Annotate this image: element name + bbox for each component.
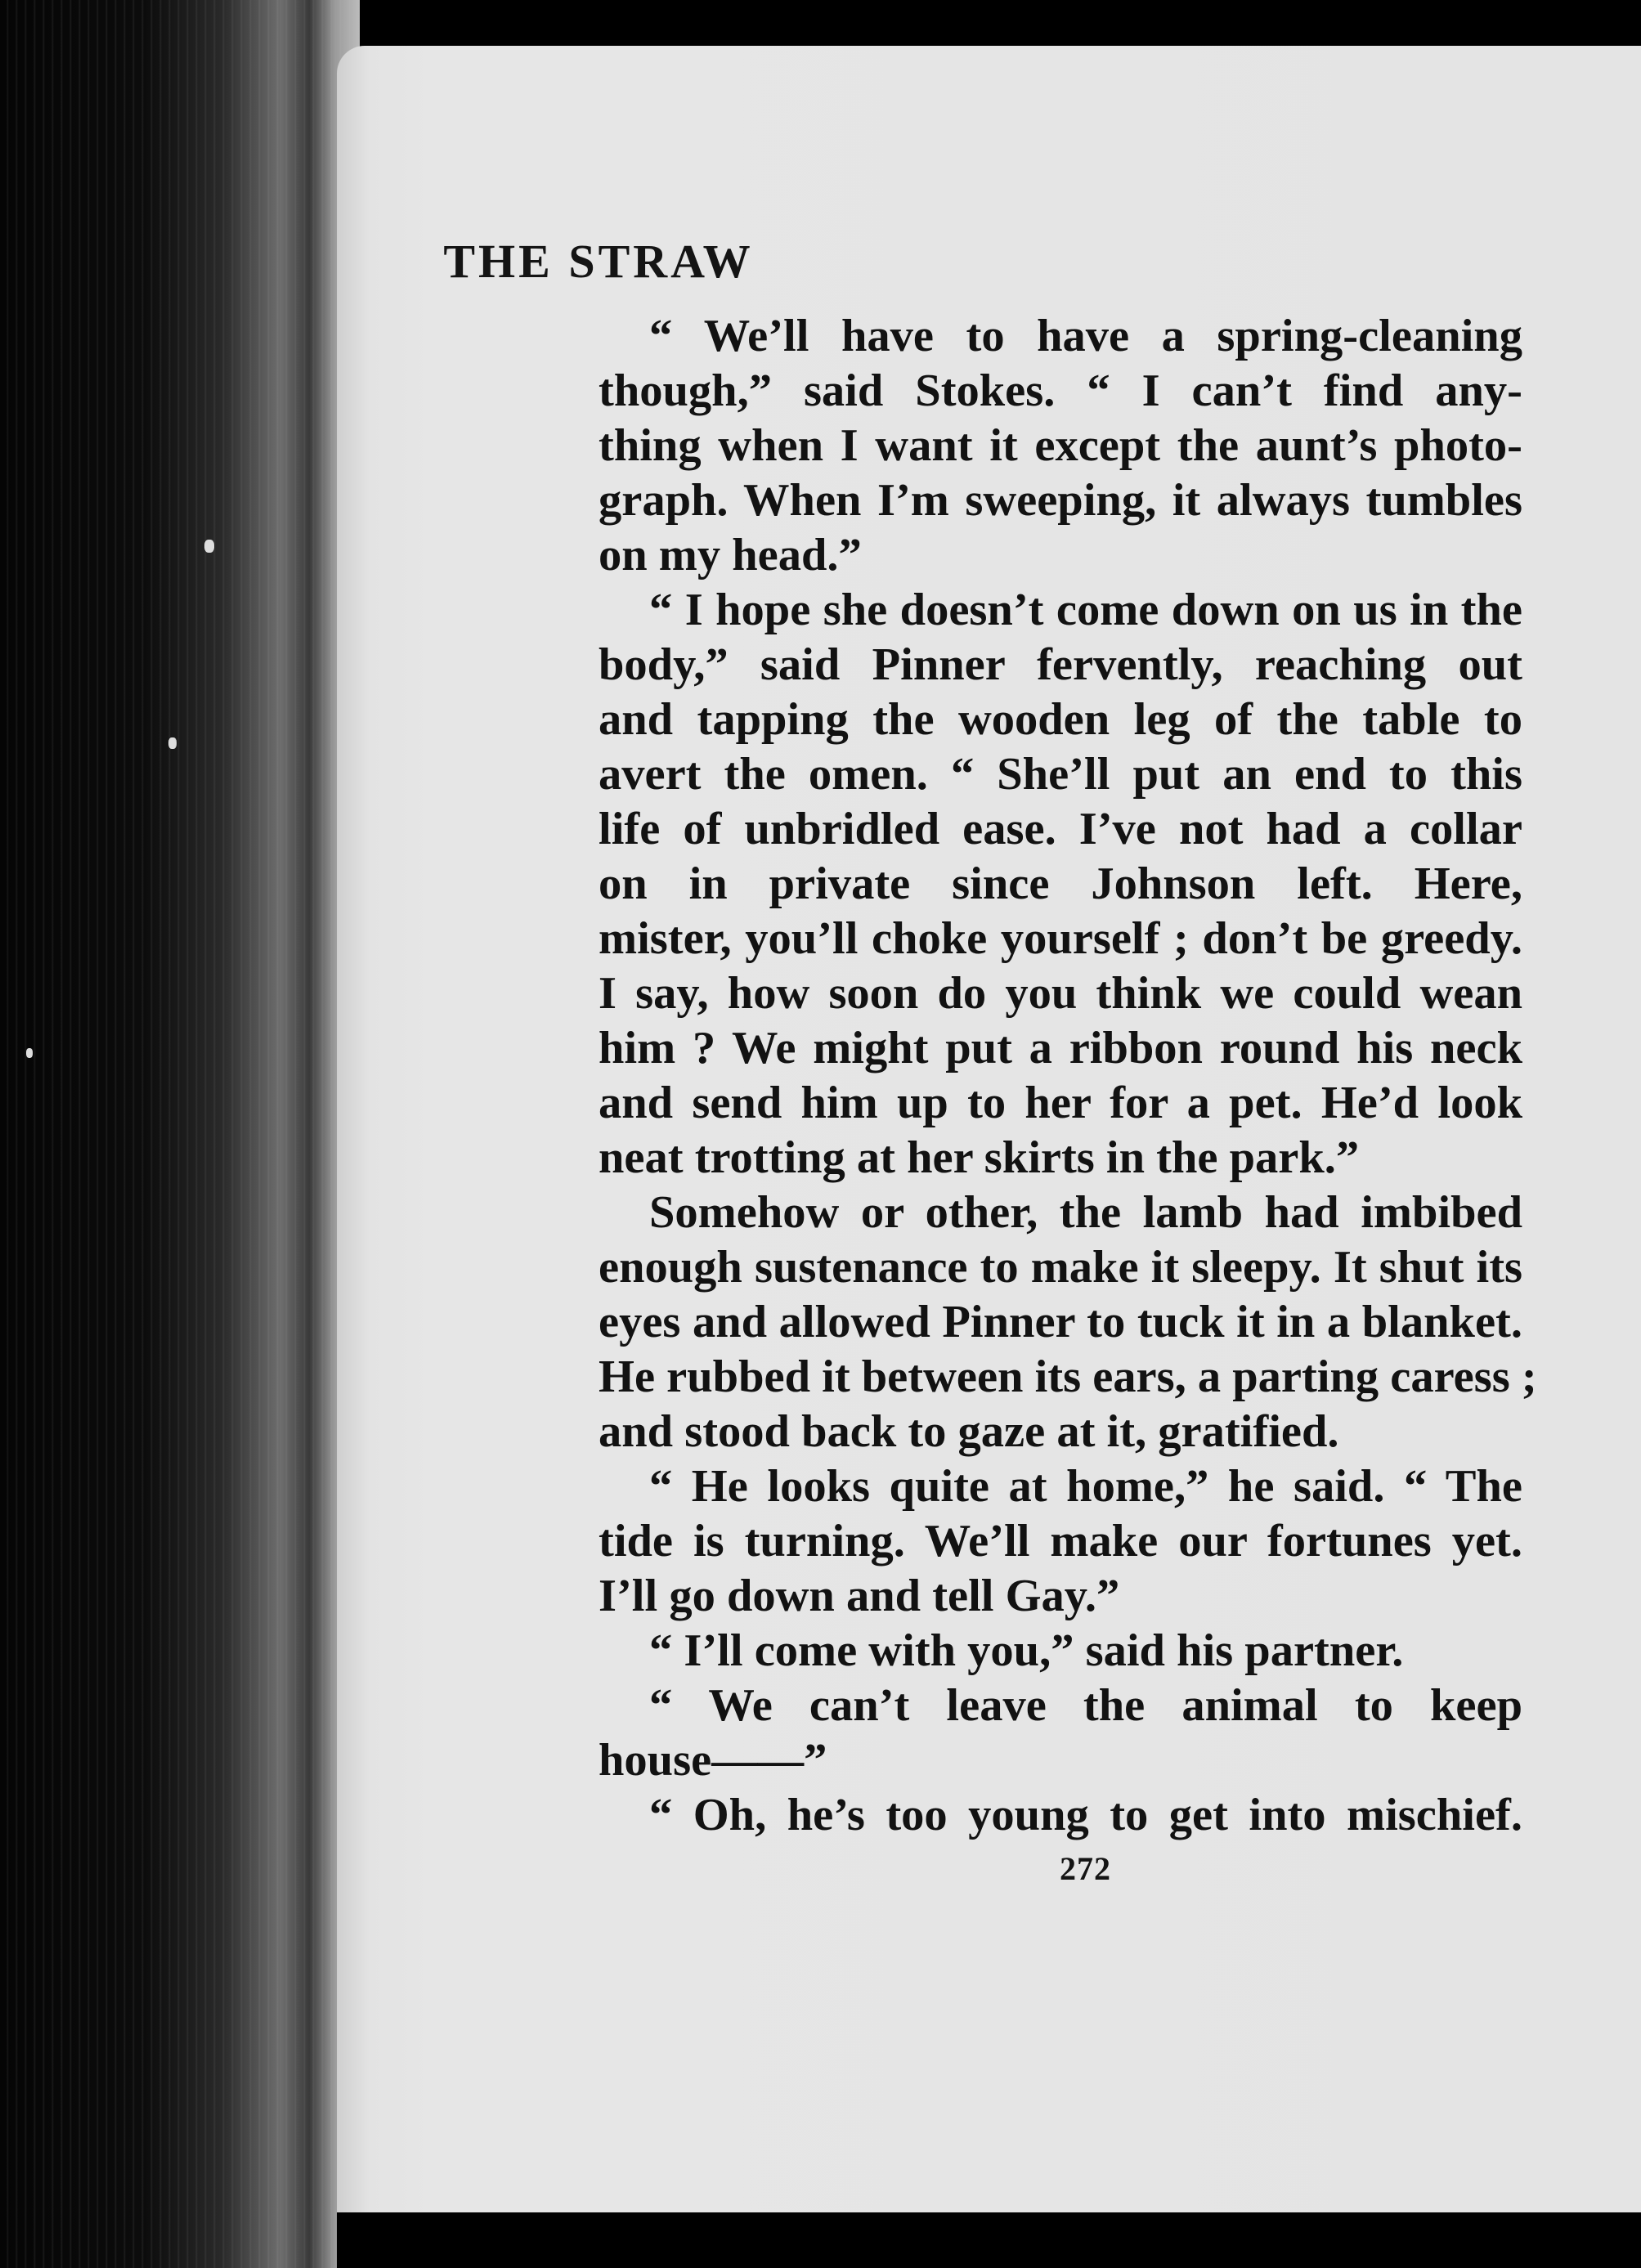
text-line: “ Oh, he’s too young to get into mischief. <box>649 1790 1522 1840</box>
text-line: graph. When I’m sweeping, it always tumbles <box>599 475 1522 526</box>
text-line: house——” <box>599 1735 827 1786</box>
bottom-shadow <box>337 2212 1641 2268</box>
text-line: neat trotting at her skirts in the park.” <box>599 1132 1360 1183</box>
text-line: though,” said Stokes. “ I can’t find any- <box>599 365 1522 416</box>
text-line: “ We can’t leave the animal to keep <box>649 1680 1522 1731</box>
text-line: mister, you’ll choke yourself ; don’t be greedy. <box>599 913 1522 964</box>
text-line: life of unbridled ease. I’ve not had a collar <box>599 804 1522 854</box>
text-line: body,” said Pinner fervently, reaching out <box>599 639 1522 690</box>
text-line: I’ll go down and tell Gay.” <box>599 1571 1120 1621</box>
page-body-text <box>599 309 1537 1843</box>
running-head: THE STRAW <box>443 235 754 288</box>
text-line: “ I hope she doesn’t come down on us in the <box>649 585 1522 635</box>
text-line: him ? We might put a ribbon round his neck <box>599 1023 1522 1073</box>
edge-speck <box>26 1048 33 1058</box>
text-line: eyes and allowed Pinner to tuck it in a blanket. <box>599 1297 1522 1347</box>
text-line: and tapping the wooden leg of the table to <box>599 694 1522 745</box>
text-line: and send him up to her for a pet. He’d look <box>599 1078 1522 1128</box>
text-line: Somehow or other, the lamb had imbibed <box>649 1187 1522 1238</box>
text-line: He rubbed it between its ears, a parting caress ; <box>599 1351 1537 1402</box>
edge-speck <box>168 737 177 749</box>
text-line: on in private since Johnson left. Here, <box>599 858 1522 909</box>
text-line: “ We’ll have to have a spring-cleaning <box>649 311 1522 361</box>
page-number: 272 <box>1060 1850 1111 1887</box>
text-line: “ I’ll come with you,” said his partner. <box>649 1625 1404 1676</box>
book-page-edges <box>0 0 360 2268</box>
text-line: avert the omen. “ She’ll put an end to this <box>599 749 1522 800</box>
edge-speck <box>204 540 214 553</box>
text-line: I say, how soon do you think we could wean <box>599 968 1522 1019</box>
text-line: thing when I want it except the aunt’s photo- <box>599 420 1522 471</box>
text-line: on my head.” <box>599 530 862 580</box>
text-line: “ He looks quite at home,” he said. “ The <box>649 1461 1522 1512</box>
text-line: enough sustenance to make it sleepy. It shut its <box>599 1242 1522 1293</box>
text-line: tide is turning. We’ll make our fortunes yet. <box>599 1516 1522 1567</box>
text-line: and stood back to gaze at it, gratified. <box>599 1406 1339 1457</box>
